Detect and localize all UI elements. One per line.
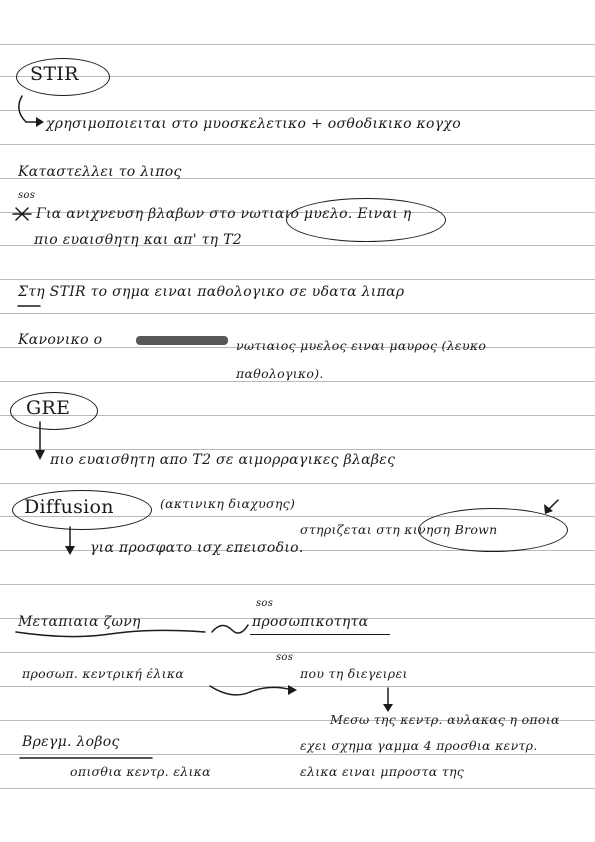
parietal-heading: Βρεγμ. λοβος [22, 734, 120, 750]
sos-mark-2: sos [256, 598, 274, 609]
stir-line-1: χρησιμοποιειται στο μυοσκελετικο + οσθοδικικο κογχο [46, 116, 461, 132]
gre-heading: GRE [26, 397, 71, 419]
stir-heading: STIR [30, 63, 79, 85]
meta-underline [250, 634, 390, 635]
stir-line-2: Καταστελλει το λιπος [18, 164, 182, 180]
diffusion-sub: στηριζεται στη κινηση Brown [300, 522, 498, 537]
mesw-line-2: εχει σχημα γαμμα 4 πρoσθια κεντρ. [300, 738, 538, 753]
mesw-line-3: ελικα ειναι μπροστα της [300, 764, 465, 779]
meta-line-b: προσωπικοτητα [252, 614, 369, 630]
tilde-arrow-icon [212, 625, 248, 633]
diffusion-paren: (ακτινικη διαχυσης) [160, 496, 296, 511]
sos-mark-3: sos [276, 652, 294, 663]
tilde-arrow-icon [16, 630, 205, 636]
prosw-line-b: που τη διεγειρει [300, 666, 408, 681]
opisth-line: οπισθια κεντρ. ελικα [70, 764, 211, 779]
meta-line-a: Μεταπιαια ζωνη [18, 614, 141, 630]
diffusion-line: για προσφατο ισχ επεισοδιο. [90, 540, 304, 556]
crossed-out-word [136, 336, 228, 345]
star-icon [13, 208, 31, 220]
normal-line-a: Κανονικο ο [18, 332, 103, 348]
wavy-arrow-icon [210, 686, 292, 695]
gre-line: πιο ευαισθητη απο T2 σε αιμορραγικες βλαβες [50, 452, 396, 468]
stir-line-3: Στη STIR το σημα ειναι παθολογικο σε υδατα λιπαρ [18, 284, 405, 300]
star-line-1: Για ανιχνευση βλαβων στο νωτιαιο μυελο. Ειναι η [36, 206, 412, 222]
sos-mark-1: sos [18, 190, 36, 201]
normal-line-b: νωτιαιος μυελος ειναι μαυρος (λευκο παθολογικο). [236, 338, 487, 381]
diffusion-heading: Diffusion [24, 496, 114, 518]
mesw-line-1: Μεσω της κεντρ. αυλακας η οποια [330, 712, 560, 727]
arrow-right-icon [19, 96, 36, 122]
star-line-2: πιο ευαισθητη και απ' τη T2 [34, 232, 242, 248]
prosw-line-a: προσωπ. κεντρική έλικα [22, 666, 185, 681]
